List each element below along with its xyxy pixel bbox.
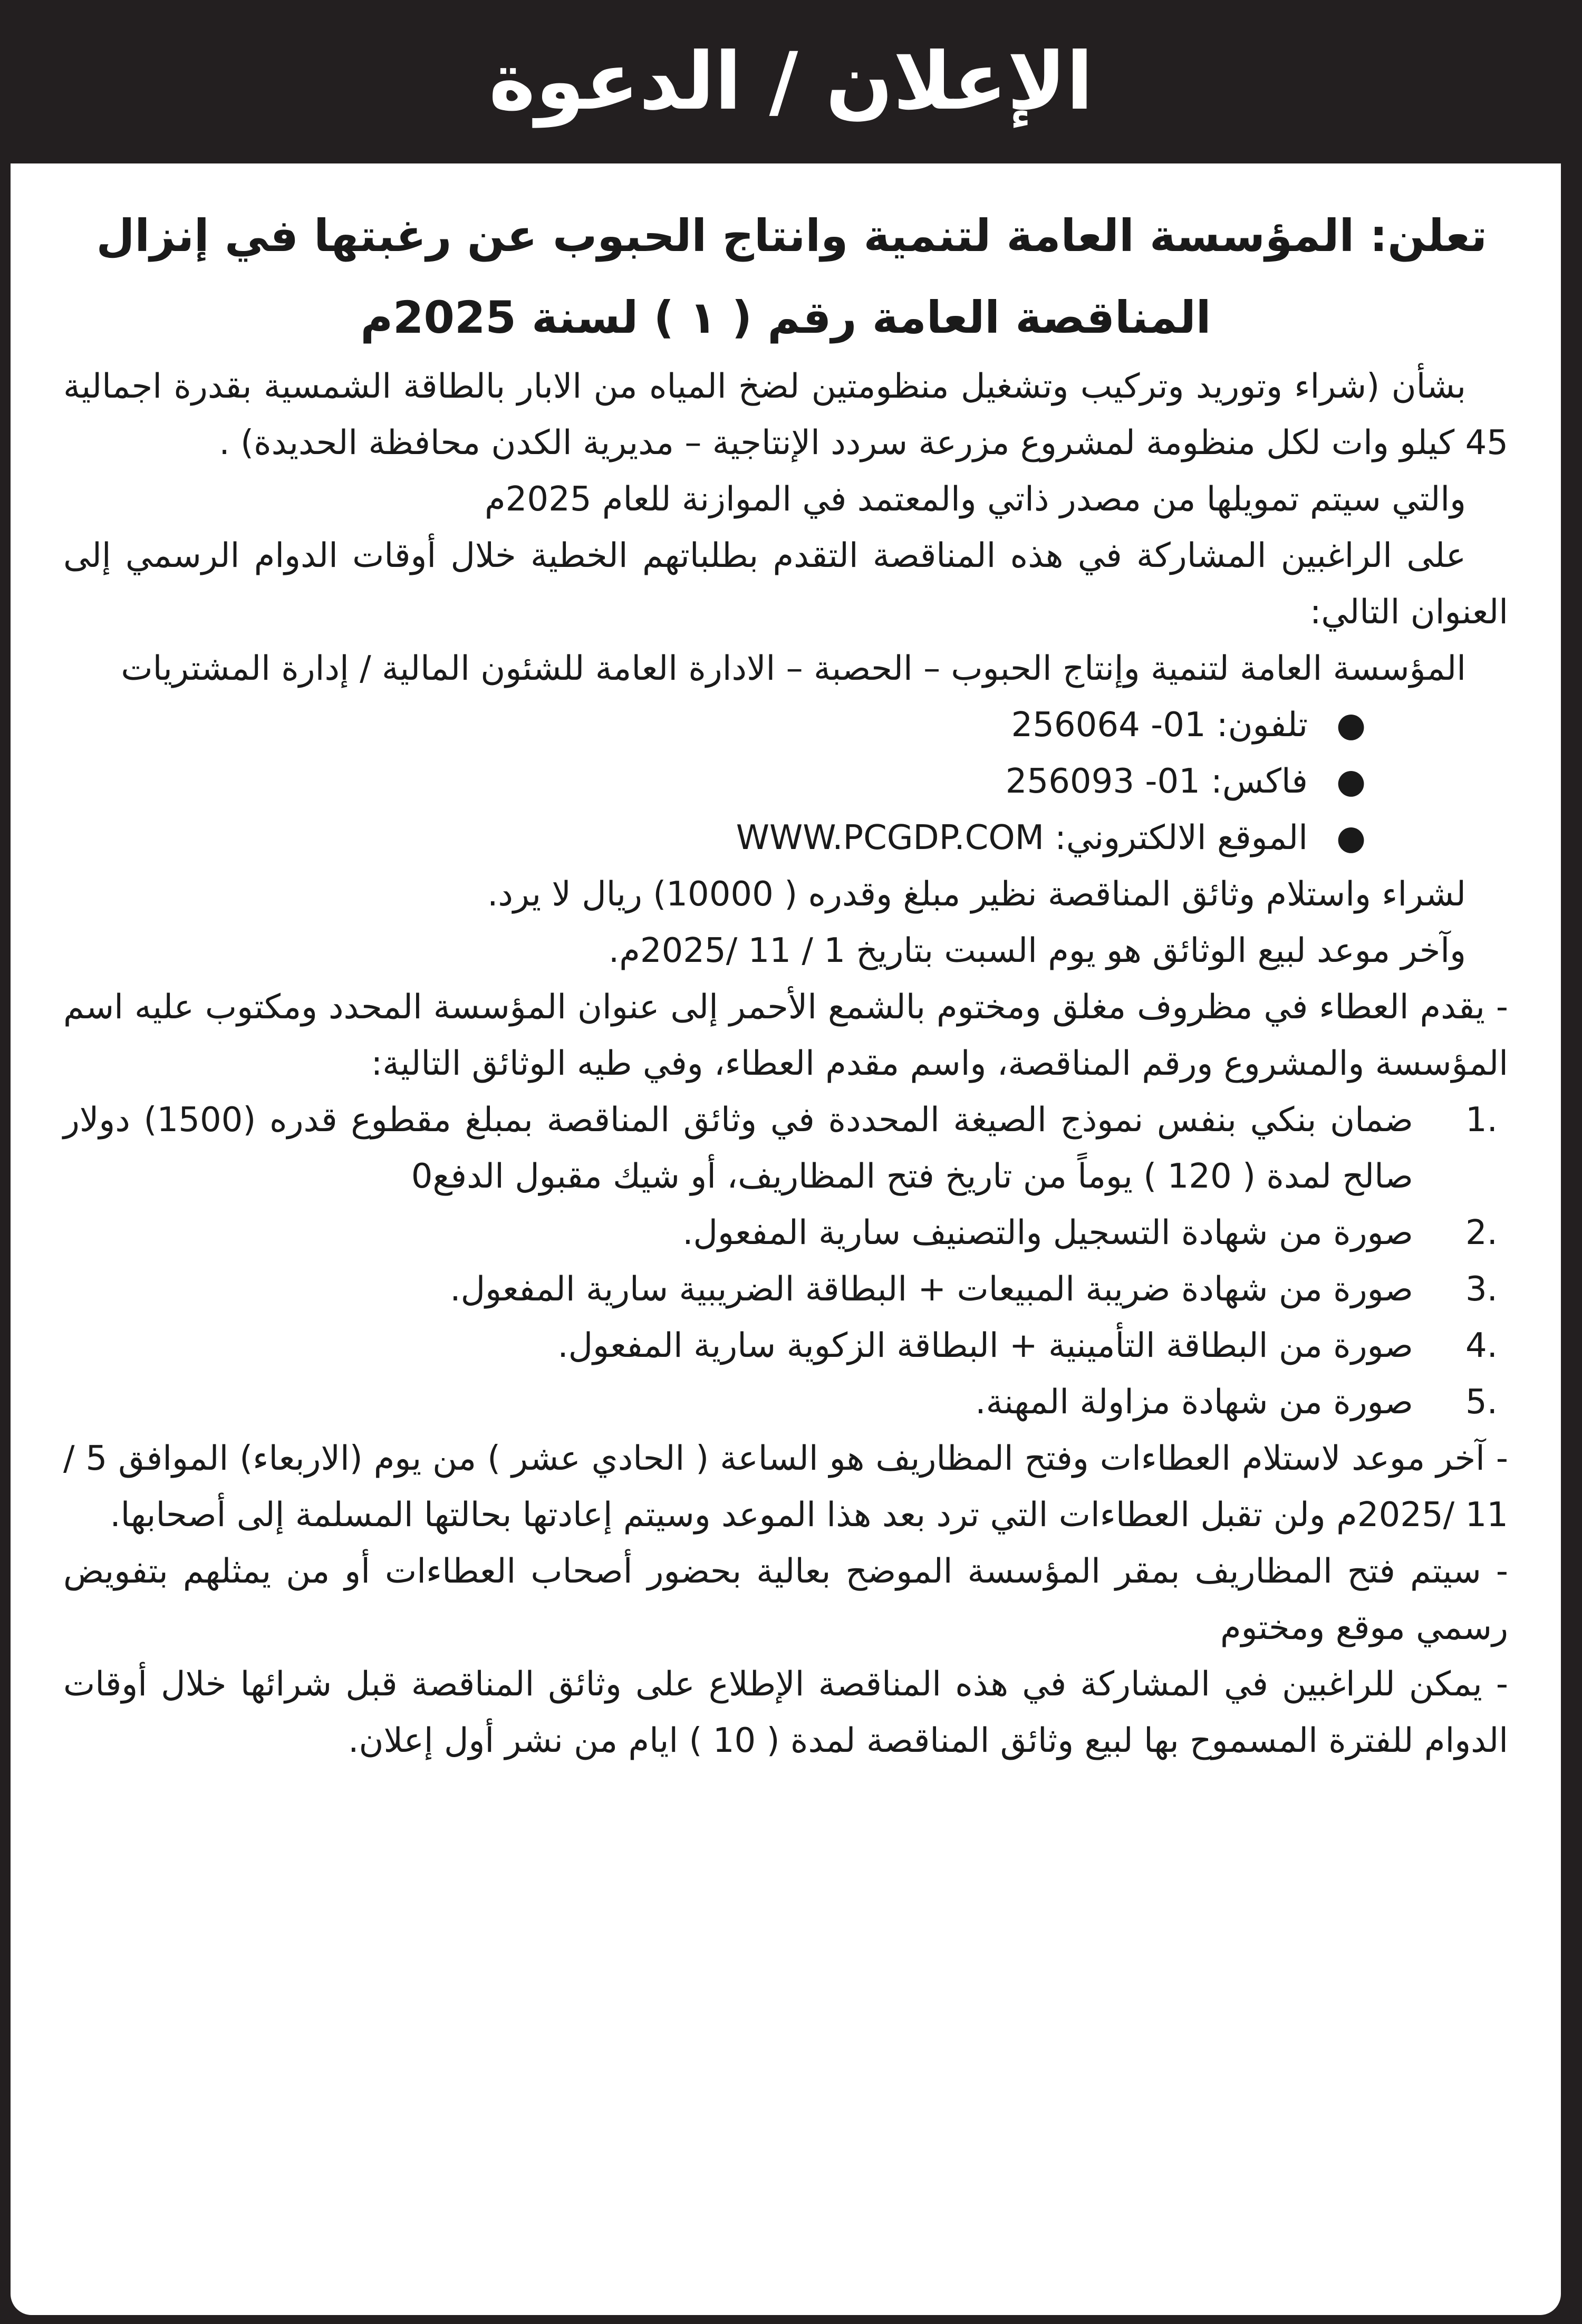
sale-deadline-paragraph: وآخر موعد لبيع الوثائق هو يوم السبت بتاريخ 1 / 11 /2025م. (608, 931, 1466, 970)
notice-title-line2: المناقصة العامة رقم ( ١ ) لسنة 2025م (360, 292, 1211, 343)
header-title: الإعلان / الدعوة (488, 36, 1094, 128)
contact-value: 256064 -01 (1011, 706, 1206, 745)
list-item-number: 1. (1465, 1101, 1498, 1140)
funding-paragraph: والتي سيتم تمويلها من مصدر ذاتي والمعتمد في الموازنة للعام 2025م (485, 480, 1466, 519)
documents-list (63, 1092, 1508, 1431)
contact-label: فاكس: (1211, 762, 1308, 801)
opening-place-paragraph: - سيتم فتح المظاريف بمقر المؤسسة الموضح بعالية بحضور أصحاب العطاءات أو من يمثلهم بتفويض رسمي موقع ومختوم (63, 1552, 1508, 1647)
contact-phone (63, 697, 1508, 754)
header-banner (0, 0, 1582, 163)
address-paragraph: المؤسسة العامة لتنمية وإنتاج الحبوب – الحصبة – الادارة العامة للشئون المالية / إدارة المشتريات (121, 649, 1466, 688)
list-item-number: 2. (1465, 1213, 1498, 1252)
list-item-text: صورة من شهادة ضريبة المبيعات + البطاقة الضريبية سارية المفعول. (450, 1270, 1413, 1309)
contact-value: 256093 -01 (1005, 762, 1200, 801)
list-item (63, 1092, 1508, 1205)
bullet-icon: ● (1336, 762, 1366, 801)
notice-body (11, 163, 1561, 2315)
contact-label: تلفون: (1217, 706, 1308, 745)
contact-label: الموقع الالكتروني: (1055, 818, 1308, 857)
contact-website (63, 810, 1508, 866)
list-item-number: 5. (1465, 1383, 1498, 1422)
contact-list (63, 697, 1508, 866)
list-item-text: صورة من البطاقة التأمينية + البطاقة الزكوية سارية المفعول. (557, 1326, 1413, 1365)
list-item-number: 4. (1465, 1326, 1498, 1365)
subject-paragraph: بشأن (شراء وتوريد وتركيب وتشغيل منظومتين لضخ المياه من الابار بالطاقة الشمسية بقدرة اجمالية 45 كيلو وات لكل منظومة لمشروع مزرعة سردد الإنتاجية – مديرية الكدن محافظة الحديدة) . (63, 367, 1508, 462)
list-item-text: ضمان بنكي بنفس نموذج الصيغة المحددة في وثائق المناقصة بمبلغ مقطوع قدره (1500) دولار صالح لمدة ( 120 ) يوماً من تاريخ فتح المظاريف، أو شيك مقبول الدفع0 (63, 1101, 1414, 1196)
list-item-text: صورة من شهادة مزاولة المهنة. (975, 1383, 1413, 1422)
contact-fax (63, 754, 1508, 810)
purchase-paragraph: لشراء واستلام وثائق المناقصة نظير مبلغ وقدره ( 10000) ريال لا يرد. (487, 875, 1466, 914)
bullet-icon: ● (1336, 818, 1366, 857)
bullet-icon: ● (1336, 706, 1366, 745)
list-item (63, 1374, 1508, 1431)
review-paragraph: - يمكن للراغبين في المشاركة في هذه المناقصة الإطلاع على وثائق المناقصة قبل شرائها خلال أوقات الدوام للفترة المسموح بها لبيع وثائق المناقصة لمدة ( 10 ) ايام من نشر أول إعلان. (63, 1665, 1508, 1760)
website-link[interactable]: WWW.PCGDP.COM (736, 818, 1044, 857)
opening-deadline-paragraph: - آخر موعد لاستلام العطاءات وفتح المظاريف هو الساعة ( الحادي عشر ) من يوم (الاربعاء) الموافق 5 / 11 /2025م ولن تقبل العطاءات التي ترد بعد هذا الموعد وسيتم إعادتها بحالتها المسلمة إلى أصحابها. (63, 1439, 1509, 1535)
list-item (63, 1205, 1508, 1261)
submission-paragraph: - يقدم العطاء في مظروف مغلق ومختوم بالشمع الأحمر إلى عنوان المؤسسة المحدد ومكتوب عليه اسم المؤسسة والمشروع ورقم المناقصة، واسم مقدم العطاء، وفي طيه الوثائق التالية: (63, 988, 1508, 1083)
list-item (63, 1318, 1508, 1374)
applicants-paragraph: على الراغبين المشاركة في هذه المناقصة التقدم بطلباتهم الخطية خلال أوقات الدوام الرسمي إلى العنوان التالي: (63, 536, 1508, 632)
list-item (63, 1261, 1508, 1318)
notice-title-line1: تعلن: المؤسسة العامة لتنمية وانتاج الحبوب عن رغبتها في إنزال (96, 210, 1487, 262)
list-item-text: صورة من شهادة التسجيل والتصنيف سارية المفعول. (682, 1213, 1413, 1252)
list-item-number: 3. (1465, 1270, 1498, 1309)
